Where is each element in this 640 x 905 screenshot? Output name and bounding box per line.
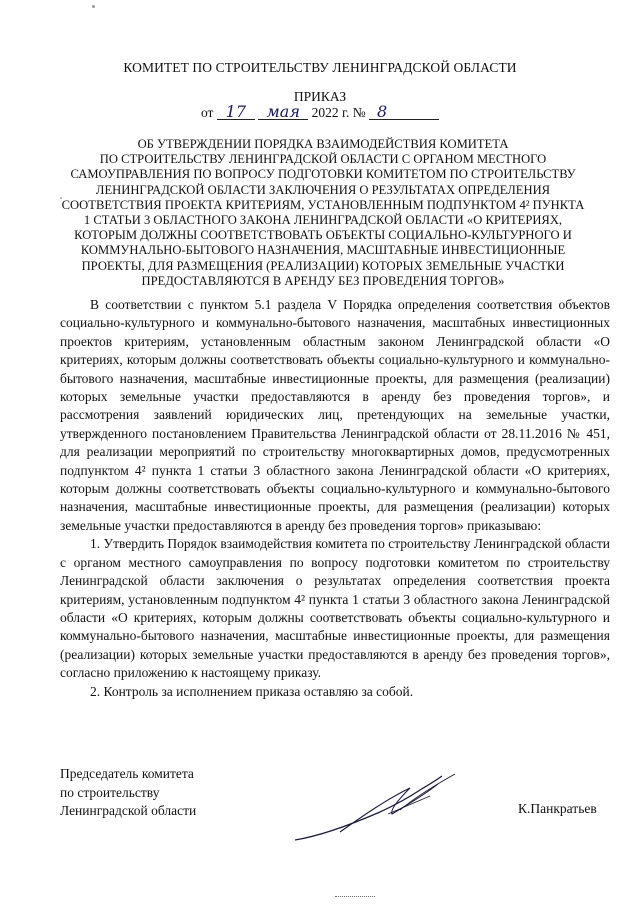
signatory-position [60,765,196,821]
title-line: КОММУНАЛЬНО-БЫТОВОГО НАЗНАЧЕНИЯ, МАСШТАБНЫЕ ИНВЕСТИЦИОННЫЕ [80,243,566,258]
title-line: САМОУПРАВЛЕНИЯ ПО ВОПРОСУ ПОДГОТОВКИ КОМИТЕТОМ ПО СТРОИТЕЛЬСТВУ [70,167,576,182]
handwritten-order-number: 8 [369,105,439,120]
title-line: ПРОЕКТЫ, ДЛЯ РАЗМЕЩЕНИЯ (РЕАЛИЗАЦИИ) КОТОРЫХ ЗЕМЕЛЬНЫЕ УЧАСТКИ [81,258,565,273]
position-line: Ленинградской области [60,803,197,818]
order-title [58,137,588,289]
order-item-2: 2. Контроль за исполнением приказа оставляю за собой. [90,683,414,699]
title-line: КОТОРЫМ ДОЛЖНЫ СООТВЕТСТВОВАТЬ ОБЪЕКТЫ СОЦИАЛЬНО-КУЛЬТУРНОГО И [74,228,572,243]
handwritten-month: мая [258,105,308,120]
scan-speck [92,5,95,8]
handwritten-signature [280,770,470,850]
handwritten-day: 17 [217,105,255,120]
title-line: ПО СТРОИТЕЛЬСТВУ ЛЕНИНГРАДСКОЙ ОБЛАСТИ С ОРГАНОМ МЕСТНОГО [99,152,547,167]
title-line: ПРЕДОСТАВЛЯЮТСЯ В АРЕНДУ БЕЗ ПРОВЕДЕНИЯ ТОРГОВ» [141,273,505,288]
document-type: ПРИКАЗ [293,89,347,104]
title-line: ЛЕНИНГРАДСКОЙ ОБЛАСТИ ЗАКЛЮЧЕНИЯ О РЕЗУЛЬТАТАХ ОПРЕДЕЛЕНИЯ [95,182,551,197]
date-prefix: от [200,105,214,120]
order-item-1: 1. Утвердить Порядок взаимодействия комитета по строительству Ленинградской области с органом местного самоуправления по вопросу подготовки комитетом по строительству Ленинградской области заключения о результатах определения соответствия проекта критериям, установленным подпунктом 4² пункта 1 статьи 3 областного закона Ленинградской области «О критериях, которым должны соответствовать объекты социально-культурного и коммунально-бытового назначения, масштабные инвестиционные проекты, для размещения (реализации) которых земельные участки предоставляются в аренду без проведения торгов», согласно приложению к настоящему приказу. [60,536,610,681]
date-line [0,102,640,121]
position-line: по строительству [60,784,160,800]
title-line: ОБ УТВЕРЖДЕНИИ ПОРЯДКА ВЗАИМОДЕЙСТВИЯ КОМИТЕТА [137,137,509,151]
bottom-dotted-mark [335,896,375,897]
order-body [60,296,610,701]
title-line: СООТВЕТСТВИЯ ПРОЕКТА КРИТЕРИЯМ, УСТАНОВЛЕННЫМ ПОДПУНКТОМ 4² ПУНКТА [61,197,585,212]
date-year-number-label: 2022 г. № [311,105,366,120]
committee-heading: КОМИТЕТ ПО СТРОИТЕЛЬСТВУ ЛЕНИНГРАДСКОЙ ОБЛАСТИ [123,60,517,75]
title-line: 1 СТАТЬИ 3 ОБЛАСТНОГО ЗАКОНА ЛЕНИНГРАДСКОЙ ОБЛАСТИ «О КРИТЕРИЯХ, [83,213,563,228]
preamble-paragraph: В соответствии с пунктом 5.1 раздела V Порядка определения соответствия объектов социально-культурного и коммунально-бытового назначения, масштабных инвестиционных проектов критериям, установленным областным законом Ленинградской области «О критериях, которым должны соответствовать объекты социально-культурного и коммунально-бытового назначения, масштабные инвестиционные проекты, для размещения (реализации) которых земельные участки предоставляются в аренду без проведения торгов», и рассмотрения заявлений юридических лиц, претендующих на земельные участки, утвержденного постановлением Правительства Ленинградской области от 28.11.2016 № 451, для реализации мероприятий по строительству многоквартирных домов, предусмотренных подпунктом 4² пункта 1 статьи 3 областного закона Ленинградской области «О критериях, которым должны соответствовать объекты социально-культурного и коммунально-бытового назначения, масштабные инвестиционные проекты, для размещения (реализации) которых земельные участки предоставляются в аренду без проведения торгов» приказываю: [60,297,610,533]
position-line: Председатель комитета [60,766,194,781]
signatory-name: К.Панкратьев [518,801,597,816]
